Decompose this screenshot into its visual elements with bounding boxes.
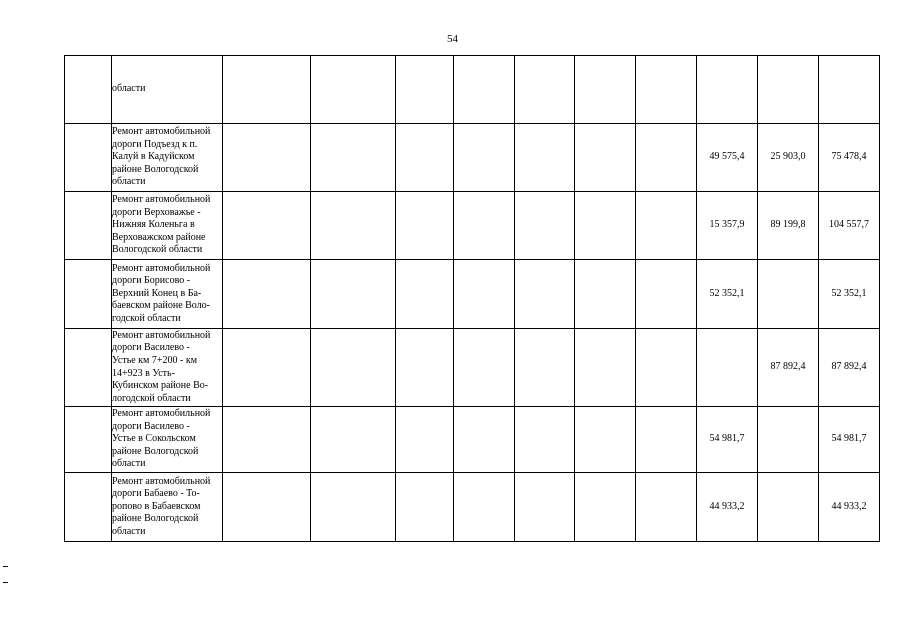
empty-cell (65, 473, 112, 542)
empty-cell (636, 329, 697, 407)
amount-cell: 89 199,8 (758, 192, 819, 260)
empty-cell (311, 260, 396, 329)
amount-cell (758, 473, 819, 542)
amount-cell: 44 933,2 (697, 473, 758, 542)
empty-cell (396, 124, 454, 192)
amount-cell (819, 56, 880, 124)
empty-cell (223, 124, 311, 192)
row-description: Ремонт автомобильной дороги Бабаево - То- ропово в Бабаевском районе Вологодской области (112, 473, 223, 542)
amount-cell (758, 260, 819, 329)
empty-cell (311, 473, 396, 542)
margin-mark (3, 566, 8, 567)
empty-cell (636, 124, 697, 192)
empty-cell (223, 192, 311, 260)
empty-cell (575, 124, 636, 192)
amount-cell: 54 981,7 (819, 407, 880, 473)
empty-cell (223, 56, 311, 124)
empty-cell (515, 192, 575, 260)
row-description: Ремонт автомобильной дороги Василево - Устье км 7+200 - км 14+923 в Усть- Кубинском районе Во- логодской области (112, 329, 223, 407)
amount-cell: 44 933,2 (819, 473, 880, 542)
empty-cell (636, 192, 697, 260)
amount-cell: 54 981,7 (697, 407, 758, 473)
empty-cell (636, 473, 697, 542)
amount-cell (697, 56, 758, 124)
empty-cell (515, 473, 575, 542)
amount-cell: 75 478,4 (819, 124, 880, 192)
empty-cell (223, 407, 311, 473)
empty-cell (65, 124, 112, 192)
empty-cell (515, 260, 575, 329)
empty-cell (636, 56, 697, 124)
empty-cell (454, 407, 515, 473)
empty-cell (575, 407, 636, 473)
empty-cell (311, 192, 396, 260)
empty-cell (311, 329, 396, 407)
table-row (65, 124, 880, 192)
row-description: Ремонт автомобильной дороги Василево - Устье в Сокольском районе Вологодской области (112, 407, 223, 473)
amount-cell: 49 575,4 (697, 124, 758, 192)
empty-cell (311, 407, 396, 473)
page-number: 54 (447, 33, 458, 45)
empty-cell (223, 473, 311, 542)
row-description: Ремонт автомобильной дороги Верховажье - Нижняя Коленьга в Верховажском районе Вологодской области (112, 192, 223, 260)
empty-cell (515, 407, 575, 473)
empty-cell (515, 124, 575, 192)
amount-cell (758, 56, 819, 124)
empty-cell (65, 56, 112, 124)
empty-cell (396, 329, 454, 407)
empty-cell (396, 260, 454, 329)
empty-cell (311, 124, 396, 192)
row-description: Ремонт автомобильной дороги Борисово - Верхний Конец в Ба- баевском районе Воло- годской области (112, 260, 223, 329)
empty-cell (65, 407, 112, 473)
amount-cell: 52 352,1 (697, 260, 758, 329)
amount-cell: 52 352,1 (819, 260, 880, 329)
table-row (65, 192, 880, 260)
empty-cell (636, 407, 697, 473)
amount-cell (758, 407, 819, 473)
amount-cell: 25 903,0 (758, 124, 819, 192)
empty-cell (396, 473, 454, 542)
empty-cell (223, 260, 311, 329)
table-body (65, 56, 880, 542)
empty-cell (454, 473, 515, 542)
table-row (65, 473, 880, 542)
amount-cell: 104 557,7 (819, 192, 880, 260)
empty-cell (396, 407, 454, 473)
empty-cell (396, 56, 454, 124)
empty-cell (636, 260, 697, 329)
empty-cell (65, 260, 112, 329)
margin-mark (3, 582, 8, 583)
empty-cell (575, 56, 636, 124)
budget-table (64, 55, 880, 542)
empty-cell (454, 260, 515, 329)
table-row (65, 260, 880, 329)
table-row (65, 407, 880, 473)
empty-cell (454, 56, 515, 124)
empty-cell (65, 329, 112, 407)
table-row (65, 56, 880, 124)
empty-cell (223, 329, 311, 407)
empty-cell (575, 473, 636, 542)
table-row (65, 329, 880, 407)
empty-cell (515, 329, 575, 407)
amount-cell (697, 329, 758, 407)
empty-cell (575, 260, 636, 329)
empty-cell (575, 329, 636, 407)
empty-cell (515, 56, 575, 124)
empty-cell (454, 124, 515, 192)
row-description: Ремонт автомобильной дороги Подъезд к п. Калуй в Кадуйском районе Вологодской области (112, 124, 223, 192)
row-description: области (112, 56, 223, 124)
empty-cell (311, 56, 396, 124)
amount-cell: 87 892,4 (758, 329, 819, 407)
amount-cell: 15 357,9 (697, 192, 758, 260)
empty-cell (396, 192, 454, 260)
empty-cell (454, 192, 515, 260)
empty-cell (65, 192, 112, 260)
empty-cell (454, 329, 515, 407)
amount-cell: 87 892,4 (819, 329, 880, 407)
empty-cell (575, 192, 636, 260)
